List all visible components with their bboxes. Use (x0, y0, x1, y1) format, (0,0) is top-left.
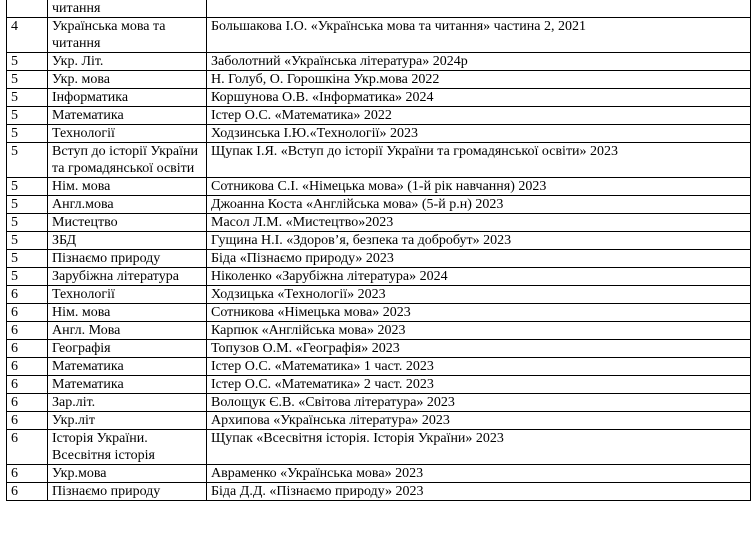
table-row (7, 465, 751, 483)
subject-cell: ЗБД (48, 232, 207, 250)
table-row (7, 18, 751, 53)
subject-cell: Зар.літ. (48, 394, 207, 412)
table-row (7, 53, 751, 71)
textbook-cell: Н. Голуб, О. Горошкіна Укр.мова 2022 (207, 71, 751, 89)
textbook-cell: Ходзинська І.Ю.«Технології» 2023 (207, 125, 751, 143)
grade-cell: 6 (7, 394, 48, 412)
textbook-cell: Большакова І.О. «Українська мова та читання» частина 2, 2021 (207, 18, 751, 53)
grade-cell: 6 (7, 322, 48, 340)
table-row (7, 394, 751, 412)
grade-cell: 5 (7, 53, 48, 71)
textbook-cell: Біда Д.Д. «Пізнаємо природу» 2023 (207, 483, 751, 501)
textbook-cell: Істер О.С. «Математика» 2 част. 2023 (207, 376, 751, 394)
subject-cell: Пізнаємо природу (48, 250, 207, 268)
grade-cell: 6 (7, 465, 48, 483)
table-row (7, 340, 751, 358)
textbook-cell: Ніколенко «Зарубіжна література» 2024 (207, 268, 751, 286)
grade-cell: 6 (7, 286, 48, 304)
grade-cell: 5 (7, 232, 48, 250)
textbook-cell: Ходзицька «Технології» 2023 (207, 286, 751, 304)
textbook-cell: Істер О.С. «Математика» 1 част. 2023 (207, 358, 751, 376)
subject-cell: Математика (48, 376, 207, 394)
textbook-cell: Масол Л.М. «Мистецтво»2023 (207, 214, 751, 232)
textbook-table-body (7, 0, 751, 501)
textbook-cell: Сотникова «Німецька мова» 2023 (207, 304, 751, 322)
table-row (7, 483, 751, 501)
grade-cell: 6 (7, 304, 48, 322)
subject-cell: Технології (48, 286, 207, 304)
textbook-cell (207, 0, 751, 18)
subject-cell: Нім. мова (48, 304, 207, 322)
table-row (7, 232, 751, 250)
subject-cell: Історія України. Всесвітня історія (48, 430, 207, 465)
grade-cell: 5 (7, 250, 48, 268)
grade-cell: 5 (7, 125, 48, 143)
table-row (7, 107, 751, 125)
textbook-cell: Гущина Н.І. «Здоров’я, безпека та добробут» 2023 (207, 232, 751, 250)
table-row (7, 0, 751, 18)
table-row (7, 268, 751, 286)
textbook-cell: Архипова «Українська література» 2023 (207, 412, 751, 430)
grade-cell: 5 (7, 196, 48, 214)
textbook-cell: Біда «Пізнаємо природу» 2023 (207, 250, 751, 268)
textbook-cell: Топузов О.М. «Географія» 2023 (207, 340, 751, 358)
grade-cell: 5 (7, 178, 48, 196)
table-row (7, 196, 751, 214)
subject-cell: Укр. Літ. (48, 53, 207, 71)
subject-cell: Інформатика (48, 89, 207, 107)
subject-cell: Українська мова та читання (48, 18, 207, 53)
table-row (7, 71, 751, 89)
table-row (7, 358, 751, 376)
textbook-cell: Коршунова О.В. «Інформатика» 2024 (207, 89, 751, 107)
grade-cell: 5 (7, 143, 48, 178)
grade-cell: 6 (7, 376, 48, 394)
table-row (7, 89, 751, 107)
table-row (7, 125, 751, 143)
grade-cell (7, 0, 48, 18)
table-row (7, 250, 751, 268)
grade-cell: 5 (7, 107, 48, 125)
table-row (7, 286, 751, 304)
subject-cell: Математика (48, 358, 207, 376)
table-row (7, 376, 751, 394)
textbook-cell: Джоанна Коста «Англійська мова» (5-й р.н) 2023 (207, 196, 751, 214)
table-row (7, 322, 751, 340)
textbook-cell: Волощук Є.В. «Світова література» 2023 (207, 394, 751, 412)
table-row (7, 412, 751, 430)
textbook-cell: Щупак «Всесвітня історія. Історія України» 2023 (207, 430, 751, 465)
textbook-cell: Заболотний «Українська література» 2024р (207, 53, 751, 71)
subject-cell: Технології (48, 125, 207, 143)
grade-cell: 5 (7, 268, 48, 286)
table-row (7, 214, 751, 232)
subject-cell: Укр. мова (48, 71, 207, 89)
grade-cell: 5 (7, 214, 48, 232)
grade-cell: 6 (7, 430, 48, 465)
grade-cell: 5 (7, 71, 48, 89)
textbook-table (6, 0, 751, 501)
subject-cell: Укр.літ (48, 412, 207, 430)
textbook-cell: Авраменко «Українська мова» 2023 (207, 465, 751, 483)
subject-cell: Вступ до історії України та громадянської освіти (48, 143, 207, 178)
subject-cell: Математика (48, 107, 207, 125)
grade-cell: 6 (7, 340, 48, 358)
subject-cell: Мистецтво (48, 214, 207, 232)
grade-cell: 6 (7, 483, 48, 501)
grade-cell: 5 (7, 89, 48, 107)
table-row (7, 143, 751, 178)
textbook-cell: Щупак І.Я. «Вступ до історії України та громадянської освіти» 2023 (207, 143, 751, 178)
table-row (7, 304, 751, 322)
grade-cell: 6 (7, 412, 48, 430)
subject-cell: Пізнаємо природу (48, 483, 207, 501)
subject-cell: Укр.мова (48, 465, 207, 483)
textbook-cell: Істер О.С. «Математика» 2022 (207, 107, 751, 125)
subject-cell: Географія (48, 340, 207, 358)
table-row (7, 430, 751, 465)
subject-cell: Зарубіжна література (48, 268, 207, 286)
subject-cell: Нім. мова (48, 178, 207, 196)
grade-cell: 6 (7, 358, 48, 376)
textbook-cell: Карпюк «Англійська мова» 2023 (207, 322, 751, 340)
textbook-cell: Сотникова С.І. «Німецька мова» (1-й рік навчання) 2023 (207, 178, 751, 196)
subject-cell: Англ. Мова (48, 322, 207, 340)
subject-cell: читання (48, 0, 207, 18)
grade-cell: 4 (7, 18, 48, 53)
subject-cell: Англ.мова (48, 196, 207, 214)
table-row (7, 178, 751, 196)
